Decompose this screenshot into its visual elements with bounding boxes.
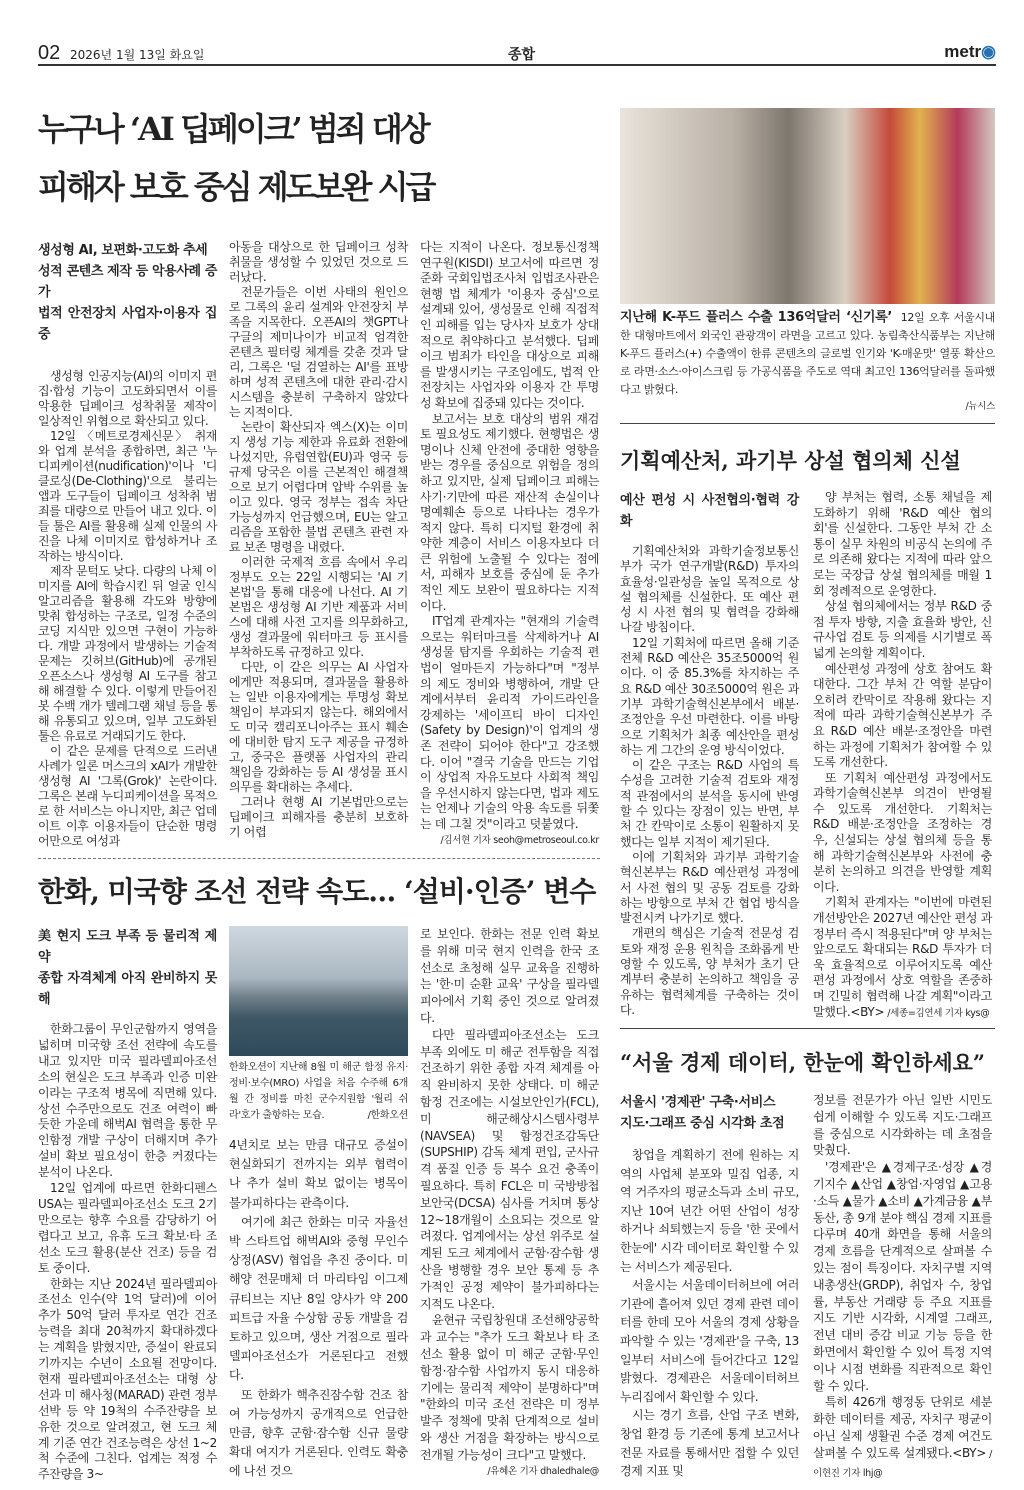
article-column: [38, 240, 217, 848]
subhead-line: 지도·그래프 중심 시각화 초점: [620, 1116, 785, 1131]
paragraph: 로 보인다. 한화는 전문 인력 확보를 위해 미국 현지 인력을 한국 조선소로 초청해 실무 교육을 진행하는 '한·미 순환 교육' 구상을 필라델피아에서 기획 중인 것으로 알려졌다.: [420, 927, 599, 1025]
paragraph: 다만 필라델피아조선소는 도크 부족 외에도 미 해군 전투함을 직접 건조하기 위한 종합 자격 체계를 아직 완비하지 못한 상태다. 미 해군 함정 건조에는 시설보안인가(FCL), 미 해군해상시스템사령부(NAVSEA) 및 함정건조감독단(SUPSHIP) 감독 체계 편입, 군사규격 품질 인증 등 복수 요건 충족이 필요하다. 특히 FCL은 미 국방방첩보안국(DCSA) 심사를 거치며 통상 12~18개월이 소요되는 것으로 알려졌다. 업계에서는 상선 위주로 설계된 도크 체계에서 군함·잠수함 생산을 병행할 경우 보안 통제 등 추가적인 공정 제약이 불가피하다는 지적도 나온다.: [420, 1027, 599, 1311]
article-body: [38, 240, 600, 848]
paragraph: 12일 〈메트로경제신문〉 취재와 업계 분석을 종합하면, 최근 '누디피케이션(nudification)'이나 '디클로싱(De-Clothing)'으로 불리는 앱과 도구들이 딥페이크 성착취 범죄를 대량으로 만들어 내고 있다. 이들 툴은 AI를 활용해 실제 인물의 사진을 나체 이미지로 합성하거나 조작하는 방식이다.: [38, 429, 217, 563]
paragraph: 창업을 계획하기 전에 원하는 지역의 사업체 분포와 밀집 업종, 지역 거주자의 평균소득과 소비 규모, 지난 10여 년간 어떤 산업이 성장하거나 쇠퇴했는지 등을 '한 곳에서 한눈에' 시각 데이터로 확인할 수 있는 서비스가 제공된다.: [620, 1148, 799, 1274]
subhead-line: 종합 자격체계 아직 완비하지 못해: [38, 971, 217, 1007]
article-headline: “서울 경제 데이터, 한눈에 확인하세요”: [620, 1050, 986, 1075]
page-number: 02: [38, 42, 61, 64]
article-column: [813, 490, 992, 1020]
subhead-line: 법적 안전장치 사업자·이용자 집중: [38, 306, 217, 342]
photo-title: 지난해 K-푸드 플러스 수출 136억달러 ‘신기록’: [620, 310, 893, 325]
paragraph: 논란이 확산되자 엑스(X)는 이미지 생성 기능 제한과 유료화 전환에 나섰지만, 유럽연합(EU)과 영국 등 규제 당국은 이를 근본적인 해결책으로 보기 어렵다며 압박 수위를 높이고 있다. 영국 정부는 접속 차단 가능성까지 언급했으며, EU는 알고리즘을 포함한 불법 콘텐츠 관련 자료 보존 명령을 내렸다.: [229, 420, 408, 554]
paragraph: 서울시는 서울데이터허브에 여러 기관에 흩어져 있던 경제 관련 데이터를 한데 모아 서울의 경제 상황을 파악할 수 있는 '경제관'을 구축, 13일부터 서비스에 들어간다고 12일 밝혔다. 경제관은 서울데이터허브 누리집에서 확인할 수 있다.: [620, 1278, 799, 1404]
subhead-line: 서울시 '경제관' 구축·서비스: [620, 1095, 776, 1110]
photo-credit: /한화오션: [367, 1110, 408, 1121]
paragraph: 한화그룹이 무인군함까지 영역을 넓히며 미국향 조선 전략에 속도를 내고 있지만 미국 필라델피아조선소의 현실은 도크 부족과 인증 미완이라는 구조적 병목에 직면해 있다. 상선 수주만으로도 건조 여력이 빠듯한 가운데 해벅AI 협력을 통한 무인함정 개발 구상이 더해지며 추가 설비 확보 필요성이 한층 커졌다는 분석이 나온다.: [38, 1022, 217, 1180]
paragraph: 한화는 지난 2024년 필라델피아조선소 인수(약 1억 달러)에 이어 추가 50억 달러 투자로 연간 건조능력을 최대 20척까지 확대하겠다는 계획을 밝혔지만, 증설이 완료되기까지는 수년이 소요될 전망이다. 현재 필라델피아조선소는 대형 상선과 미 해사청(MARAD) 관련 정부 선박 등 약 19척의 수주잔량을 보유한 것으로 알려졌고, 현 도크 체계 기준 연간 건조능력은 상선 1~2척 수준에 그친다. 업계는 적정 수주잔량을 3~: [38, 1276, 217, 1482]
article-column: [38, 926, 217, 1482]
paragraph: 이 같은 구조는 R&D 사업의 특수성을 고려한 기술적 검토와 재정적 관점에서의 분석을 동시에 반영할 수 있다는 장점이 있는 반면, 부처 간 칸막이로 소통이 원활하지 못 했다는 일부 지적이 제기된다.: [620, 758, 799, 849]
right-column-top: [620, 108, 995, 1020]
article-column: [420, 240, 599, 848]
paragraph: 정보를 전문가가 아닌 일반 시민도 쉽게 이해할 수 있도록 지도·그래프를 중심으로 시각화하는 데 초점을 맞췄다.: [813, 1093, 992, 1158]
paragraph: 다만, 이 같은 의무는 AI 사업자에게만 적용되며, 결과물을 활용하는 일반 이용자에게는 투명성 확보 책임이 부과되지 않는다. 해외에서도 미국 캘리포니아주는 표시 훼손에 대비한 탐지 도구 제공을 규정하고, 중국은 플랫폼 사업자의 관리 책임을 강화하는 등 AI 생성물 표시 의무를 확대하는 추세다.: [229, 660, 408, 794]
article-body: [620, 490, 995, 1020]
article-body: [620, 1092, 995, 1482]
divider: [620, 1028, 995, 1029]
byline: /이현진 기자 lhj@: [813, 1448, 992, 1479]
paragraph: 12일 기획처에 따르면 올해 기준 전체 R&D 예산은 35조5000억 원이다. 이 중 85.3%를 차지하는 주요 R&D 예산 30조5000억 원은 과기부 과학기술혁신본부에서 배분·조정안을 우선 마련한다. 이를 바탕으로 기획처가 최종 예산안을 편성하는 게 그간의 운영 방식이었다.: [620, 635, 799, 757]
headline-line: 누구나 ‘AI 딥페이크’ 범죄 대상: [38, 110, 428, 148]
paragraph: 4년치로 보는 만큼 대규모 증설이 현실화되기 전까지는 외부 협력이나 추가 설비 확보 없이는 병목이 불가피하다는 관측이다.: [229, 1138, 408, 1210]
photo-caption: [620, 309, 995, 415]
metro-logo: metr◉: [944, 42, 996, 61]
article-body: [38, 926, 600, 1482]
paragraph: 이에 기획처와 과기부 과학기술혁신본부는 R&D 예산편성 과정에서 사전 협의 및 공동 검토를 강화하는 방향으로 부처 간 협업 방식을 발전시켜 나가기로 했다.: [620, 849, 799, 926]
paragraph: IT업계 관계자는 "현재의 기술력으로는 워터마크를 삭제하거나 AI 생성물 탐지를 우회하는 기술적 편법이 얼마든지 가능하다"며 "정부의 제도 정비와 병행하여, 개발 단계에서부터 윤리적 가이드라인을 강제하는 '세이프티 바이 디자인(Safety by Design)'이 업계의 생존 전략이 되어야 한다"고 강조했다. 이어 "결국 기술을 만드는 기업이 상업적 자유도보다 사회적 책임을 우선시하지 않는다면, 법과 제도는 언제나 기술의 악용 속도를 뒤쫓는 데 그칠 것"이라고 덧붙였다.: [420, 614, 599, 831]
issue-date: 2026년 1월 13일 화요일: [70, 48, 205, 62]
photo-caption: [229, 1060, 408, 1124]
paragraph: 양 부처는 협력, 소통 채널을 제도화하기 위해 'R&D 예산 협의회'를 신설한다. 그동안 부처 간 소통이 실무 차원의 비공식 논의에 주로 의존해 왔다는 지적에 따라 앞으로는 국장급 상설 협의체를 매월 1회 정례적으로 운영한다.: [813, 490, 992, 598]
paragraph: 제작 문턱도 낮다. 다량의 나체 이미지를 AI에 학습시킨 뒤 얼굴 인식 알고리즘을 활용해 각도와 방향에 맞춰 합성하는 구조로, 일정 수준의 코딩 지식만 있으면 구현이 가능하다. 개발 과정에서 발생하는 기술적 문제는 깃허브(GitHub)에 공개된 오픈소스나 생성형 AI 도구를 참고해 해결할 수 있다. 이렇게 만들어진 봇 수백 개가 텔레그램 채널 등을 통해 유통되고 있으며, 일부 고도화된 툴은 유료로 거래되기도 한다.: [38, 564, 217, 743]
divider: [620, 423, 995, 424]
article-subhead: [38, 240, 217, 345]
paragraph: '경제관'은 ▲경제구조·성장 ▲경기지수 ▲산업 ▲창업·자영업 ▲고용·소득 ▲물가 ▲소비 ▲가계금융 ▲부동산, 총 9개 분야 핵심 경제 지표를 다루며 40개 화면을 통해 서울의 경제 흐름을 단계적으로 살펴볼 수 있는 점이 특징이다. 자치구별 지역내총생산(GRDP), 취업자 수, 창업률, 부동산 거래량 등 주요 지표를 지도 기반 시각화, 시계열 그래프, 전년 대비 증감 비교 기능 등을 한 화면에서 확인할 수 있어 특정 지역이나 시점 변화를 직관적으로 확인할 수 있다.: [813, 1160, 992, 1393]
article-subhead: [620, 1092, 799, 1134]
byline: /유혜온 기자 dhaledhale@: [487, 1465, 599, 1477]
paragraph: 12일 업계에 따르면 한화디펜스USA는 필라델피아조선소 도크 2기만으로는 향후 수요를 감당하기 어렵다고 보고, 유휴 도크 확보·타 조선소 도크 활용(분산 건조) 등을 검토 중이다.: [38, 1181, 217, 1275]
paragraph: 기획처 관계자는 "이번에 마련된 개선방안은 2027년 예산안 편성 과정부터 즉시 적용된다"며 양 부처는 앞으로도 확대되는 R&D 투자가 더욱 효율적으로 이루어지도록 예산편성 과정에서 상호 역할을 존중하며 긴밀히 협력해 나갈 계획"이라고 말했다.<BY> /세종=김연세 기자 kys@: [813, 895, 992, 1019]
subhead-line: 美 현지 도크 부족 등 물리적 제약: [38, 929, 217, 965]
page-header: [38, 40, 996, 66]
article-column: [229, 240, 408, 848]
subhead-line: 생성형 AI, 보편화·고도화 추세: [38, 243, 208, 258]
section-name: 종합: [508, 47, 536, 63]
paragraph: 아동을 대상으로 한 딥페이크 성착취물을 생성할 수 있었던 것으로 드러났다.: [229, 240, 408, 284]
paragraph: 윤현규 국립창원대 조선해양공학과 교수는 "추가 도크 확보나 타 조선소 활용 없이 미 해군 군함·무인함정·잠수함 사업까지 동시 대응하기에는 물리적 제약이 분명하다"며 "한화의 미국 조선 전략은 미 정부 발주 정책에 맞춰 단계적으로 설비와 생산 거점을 확장하는 방식으로 전개될 가능성이 크다"고 말했다.: [420, 1313, 599, 1462]
ship-photo: [229, 926, 408, 1056]
divider: [38, 858, 600, 859]
paragraph: 또 기획처 예산편성 과정에서도 과학기술혁신본부 의견이 반영될 수 있도록 개선한다. 기획처는 R&D 배분·조정안을 조정하는 경우, 신설되는 상설 협의체 등을 통해 과학기술혁신본부와 사전에 충분히 논의하고 의견을 반영할 계획이다.: [813, 770, 992, 894]
byline: /김서현 기자 seoh@metroseoul.co.kr: [440, 834, 599, 846]
paragraph: 예산편성 과정에 상호 참여도 확대한다. 그간 부처 간 역할 분담이 오히려 칸막이로 작용해 왔다는 지적에 따라 과학기술혁신본부가 주요 R&D 예산 배분·조정안을 마련하는 과정에 기획처가 참여할 수 있도록 개선한다.: [813, 661, 992, 770]
headline-line: 피해자 보호 중심 제도보완 시급: [38, 168, 434, 206]
paragraph: 이러한 국제적 흐름 속에서 우리 정부도 오는 22일 시행되는 'AI 기본법'을 통해 대응에 나선다. AI 기본법은 생성형 AI 기반 제품과 서비스에 대해 사전 고지를 의무화하고, 생성 결과물에 워터마크 등 표시를 부착하도록 규정하고 있다.: [229, 555, 408, 659]
article-subhead: [38, 926, 217, 1010]
paragraph: 특히 426개 행정동 단위로 세분화한 데이터를 제공, 자치구 평균이 아닌 실제 생활권 수준 경제 여건도 살펴볼 수 있도록 설계됐다.<BY> /이현진 기자 lhj@: [813, 1395, 992, 1479]
paragraph: 여기에 최근 한화는 미국 자율선박 스타트업 해벅AI와 중형 무인수상정(ASV) 협업을 추진 중이다. 미 해양 전문매체 더 마리타임 이그제큐티브는 지난 8일 양사가 약 200피트급 자율 수상함 공동 개발을 검토하고 있으며, 생산 거점으로 필라델피아조선소가 거론된다고 전했다.: [229, 1214, 408, 1383]
article-column: [620, 490, 799, 1020]
paragraph: 전문가들은 이번 사태의 원인으로 그록의 윤리 설계와 안전장치 부족을 지목한다. 오픈AI의 챗GPT나 구글의 제미나이가 비교적 엄격한 콘텐츠 필터링 체계를 갖춘 것과 달리, 그록은 '덜 검열하는 AI'를 표방하며 성적 콘텐츠에 대한 관리·감시 시스템을 충분히 구축하지 않았다는 지적이다.: [229, 285, 408, 419]
photo-credit: /뉴시스: [965, 401, 995, 412]
article-seoul-data: [620, 1034, 995, 1482]
byline: /세종=김연세 기자 kys@: [887, 1007, 990, 1019]
article-subhead: 예산 편성 시 사전협의·협력 강화: [620, 493, 799, 529]
supermarket-photo: [620, 108, 995, 304]
caption-text: 한화오션이 지난해 8월 미 해군 함정 유지·정비·보수(MRO) 사업을 처음 수주해 6개월 간 정비를 마친 군수지원함 '월리 쉬라'호가 출항하는 모습.: [229, 1062, 408, 1121]
paragraph: 생성형 인공지능(AI)의 이미지 편집·합성 기능이 고도화되면서 이를 악용한 딥페이크 성착취물 제작이 일상적인 위협으로 확산되고 있다.: [38, 369, 217, 428]
paragraph: 보고서는 보호 대상의 범위 재검토 필요성도 제기했다. 현행법은 생명이나 신체 안전에 중대한 영향을 받는 경우를 중심으로 위험을 정의하고 있지만, 실제 딥페이크 피해는 사기·기만에 따른 재산적 손실이나 명예훼손 등으로 나타나는 경우가 적지 않다. 특히 디지털 환경에 취약한 계층이 서비스 이용자보다 더 큰 위험에 노출될 수 있다는 점에서, 피해자 보호를 중심에 둔 추가적인 제도 보완이 필요하다는 지적이다.: [420, 411, 599, 613]
paragraph: 그러나 현행 AI 기본법만으로는 딥페이크 피해자를 충분히 보호하기 어렵: [229, 795, 408, 839]
article-headline: 한화, 미국향 조선 전략 속도… ‘설비·인증’ 변수: [38, 875, 596, 908]
paragraph: 시는 경기 흐름, 산업 구조 변화, 창업 환경 등 기존에 통계 보고서나 전문 자료를 통해서만 접할 수 있던 경제 지표 및: [620, 1408, 799, 1479]
article-column: [229, 926, 408, 1482]
article-hanwha: [38, 872, 600, 1482]
article-column: [620, 1092, 799, 1482]
article-column: [420, 926, 599, 1482]
paragraph: 다는 지적이 나온다. 정보통신정책연구원(KISDI) 보고서에 따르면 정준화 국회입법조사처 입법조사관은 현행 법 체계가 '이용자 중심'으로 설계돼 있어, 생성물로 인해 직접적인 피해를 입는 당사자 보호가 상대적으로 취약하다고 분석했다. 딥페이크 범죄가 타인을 대상으로 피해를 발생시키는 구조임에도, 법적 안전장치는 사업자와 이용자 간 투명성 확보에 집중돼 있다는 것이다.: [420, 240, 599, 410]
paragraph: 상설 협의체에서는 정부 R&D 중점 투자 방향, 지출 효율화 방안, 신규사업 검토 등 의제를 시기별로 폭넓게 논의할 계획이다.: [813, 599, 992, 660]
article-column: [813, 1092, 992, 1482]
article-ai-deepfake: [38, 240, 600, 848]
main-headline: [38, 100, 608, 216]
paragraph: 이 같은 문제를 단적으로 드러낸 사례가 일론 머스크의 xAI가 개발한 생성형 AI '그록(Grok)' 논란이다. 그록은 본래 누디피케이션을 목적으로 한 서비스는 아니지만, 최근 업데이트 이후 이용자들이 단순한 명령어만으로 여성과: [38, 744, 217, 848]
paragraph: 또 한화가 핵추진잠수함 건조 참여 가능성까지 공개적으로 언급한 만큼, 향후 군함·잠수함 신규 물량 확대 여지가 거론된다. 인력도 확충에 나선 것으: [229, 1387, 408, 1479]
subhead-line: 성적 콘텐츠 제작 등 악용사례 증가: [38, 264, 217, 300]
article-headline: 기획예산처, 과기부 상설 협의체 신설: [620, 448, 961, 473]
paragraph: 기획예산처와 과학기술정보통신부가 국가 연구개발(R&D) 투자의 효율성·일관성을 높일 목적으로 상설 협의체를 신설한다. 또 예산 편성 시 사전 협의 및 협력을 강화해 나갈 방침이다.: [620, 544, 799, 635]
paragraph: 개편의 핵심은 기술적 전문성 검토와 재정 운용 원칙을 조화롭게 반영할 수 있도록, 양 부처가 초기 단계부터 충분히 논의하고 책임을 공유하는 협력체계를 구축하는 것이다.: [620, 926, 799, 1017]
caption-text: 12일 오후 서울시내 한 대형마트에서 외국인 관광객이 라면을 고르고 있다. 농림축산식품부는 지난해 K-푸드 플러스(+) 수출액이 한류 콘텐츠의 글로벌 인기와 'K-매운맛' 열풍 확산으로 라면·소스·아이스크림 등 가공식품을 주도로 역대 최고인 136억달러를 돌파했다고 밝혔다.: [620, 311, 995, 396]
